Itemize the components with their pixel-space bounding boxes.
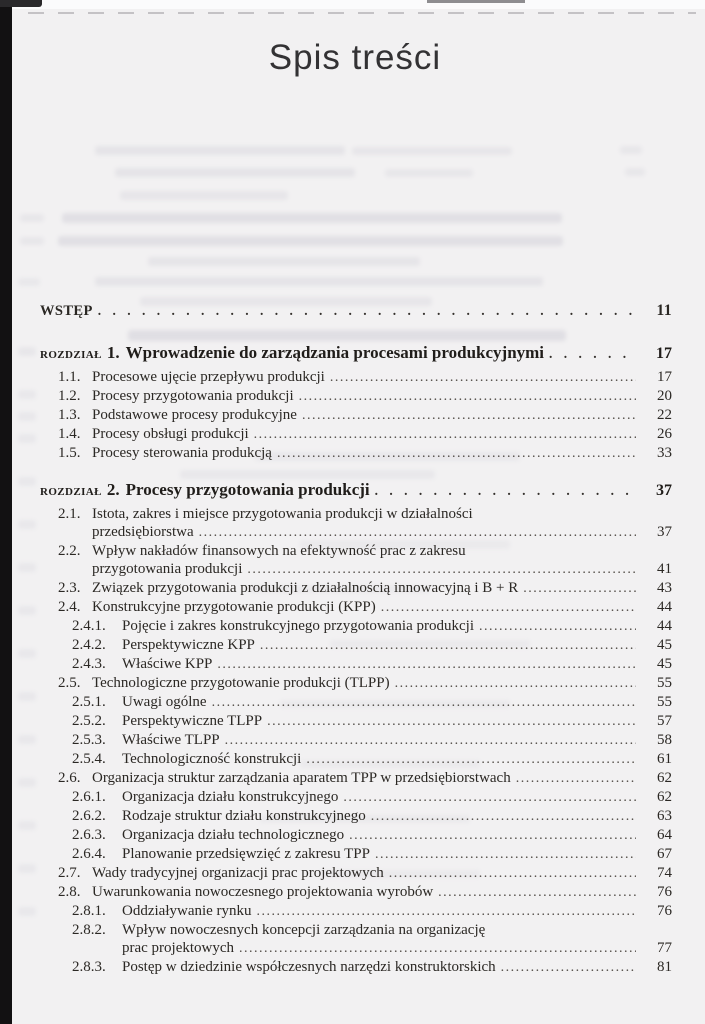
toc-entry-title: Uwagi ogólne <box>122 694 207 710</box>
dot-leader <box>343 788 636 807</box>
toc-entry-page: 22 <box>657 407 672 423</box>
toc-entry <box>40 807 672 826</box>
toc-chapter-number: 1. <box>106 343 120 362</box>
toc-entry-page: 57 <box>657 713 672 729</box>
toc-entry-page: 33 <box>657 445 672 461</box>
scan-edge-bar <box>0 7 12 1024</box>
toc-entry-number: 2.2. <box>58 543 81 559</box>
dot-leader <box>212 693 636 712</box>
toc-entry-page: 37 <box>657 524 672 540</box>
toc-entry <box>40 769 672 788</box>
dot-leader <box>254 425 636 444</box>
toc-chapter-entry <box>40 481 672 505</box>
scan-smudge <box>427 0 525 3</box>
dot-leader <box>371 807 636 826</box>
dot-leader <box>98 302 636 320</box>
toc-entry-title: Procesy przygotowania produkcji <box>92 388 294 404</box>
toc-chapter-prefix: ROZDZIAŁ <box>40 486 102 498</box>
dot-leader <box>306 750 636 769</box>
toc-entry-number: 2.4.3. <box>72 656 106 672</box>
toc-entry-number: 1.3. <box>58 407 81 423</box>
bleedthrough-mark <box>18 347 36 356</box>
toc-entry <box>40 617 672 636</box>
toc-chapter-title: Procesy przygotowania produkcji <box>125 480 370 499</box>
toc-entry <box>40 425 672 444</box>
toc-entry <box>40 674 672 693</box>
toc-entry-title: Wady tradycyjnej organizacji prac projektowych <box>92 865 384 881</box>
bleedthrough-mark <box>95 146 345 155</box>
bleedthrough-mark <box>18 778 36 787</box>
bleedthrough-mark <box>18 821 36 830</box>
toc-entry-page: 58 <box>657 732 672 748</box>
dot-leader <box>438 883 636 902</box>
dot-leader <box>257 902 636 921</box>
dot-leader <box>302 406 636 425</box>
toc-entry-title: Procesy sterowania produkcją <box>92 445 272 461</box>
toc-entry-number: 2.8.3. <box>72 959 106 975</box>
toc-entry-title: przedsiębiorstwa <box>92 524 194 540</box>
toc-entry-page: 11 <box>656 302 672 319</box>
bleedthrough-mark <box>120 191 288 200</box>
toc-entry-page: 44 <box>657 599 672 615</box>
toc-entry <box>40 958 672 977</box>
toc-entry-page: 41 <box>657 561 672 577</box>
toc-entry-title: Właściwe KPP <box>122 656 213 672</box>
bleedthrough-mark <box>115 168 355 177</box>
toc-entry-page: 74 <box>657 865 672 881</box>
bleedthrough-mark <box>18 412 36 421</box>
dot-leader <box>501 958 636 977</box>
dot-leader <box>381 598 636 617</box>
bleedthrough-mark <box>620 146 642 154</box>
toc-entry <box>40 302 672 322</box>
toc-entry-title: Pojęcie i zakres konstrukcyjnego przygotowania produkcji <box>122 618 474 634</box>
toc-entry-title: Technologiczność konstrukcji <box>122 751 302 767</box>
bleedthrough-mark <box>625 168 645 176</box>
toc-entry-title: Oddziaływanie rynku <box>122 903 252 919</box>
toc-entry <box>40 598 672 617</box>
dot-leader <box>225 731 636 750</box>
toc-entry-title: Organizacja struktur zarządzania aparatem TPP w przedsiębiorstwach <box>92 770 511 786</box>
toc-entry-page: 44 <box>657 618 672 634</box>
toc-entry-page: 55 <box>657 694 672 710</box>
toc-entry-page: 77 <box>657 940 672 956</box>
toc-entry-title: Technologiczne przygotowanie produkcji (TLPP) <box>92 675 390 691</box>
toc-entry <box>40 731 672 750</box>
toc-entry-title: Perspektywiczne KPP <box>122 637 255 653</box>
bleedthrough-mark <box>62 213 562 223</box>
bleedthrough-mark <box>18 563 36 572</box>
bleedthrough-mark <box>18 692 36 701</box>
toc-entry-number: 2.8. <box>58 884 81 900</box>
toc-entry-title: przygotowania produkcji <box>92 561 243 577</box>
dot-leader <box>516 769 636 788</box>
toc-entry-number: 2.6. <box>58 770 81 786</box>
toc-entry-page: 26 <box>657 426 672 442</box>
toc-entry-page: 20 <box>657 388 672 404</box>
toc-entry-number: 2.5.1. <box>72 694 106 710</box>
toc-entry-page: 76 <box>657 903 672 919</box>
bleedthrough-mark <box>58 236 563 246</box>
toc-entry-number: 2.5.2. <box>72 713 106 729</box>
toc-entry-page: 61 <box>657 751 672 767</box>
toc-entry-page: 37 <box>656 482 672 499</box>
toc-chapter-number: 2. <box>106 480 120 499</box>
toc-entry-page: 62 <box>657 789 672 805</box>
bleedthrough-mark <box>18 864 36 873</box>
toc-entry <box>40 693 672 712</box>
toc-entry-title: Perspektywiczne TLPP <box>122 713 263 729</box>
toc-entry-title: Związek przygotowania produkcji z działalnością innowacyjną i B + R <box>92 580 519 596</box>
toc-entry-title: Istota, zakres i miejsce przygotowania produkcji w działalności <box>92 506 473 522</box>
toc-entry <box>40 788 672 807</box>
toc-entry-number: 2.8.1. <box>72 903 106 919</box>
toc-entry-page: 17 <box>657 369 672 385</box>
toc-entry-number: 2.4. <box>58 599 81 615</box>
toc-entry-page: 64 <box>657 827 672 843</box>
toc-entry-title: Podstawowe procesy produkcyjne <box>92 407 297 423</box>
bleedthrough-mark <box>18 520 36 529</box>
toc-entry <box>40 921 672 939</box>
toc-chapter-prefix: ROZDZIAŁ <box>40 349 102 361</box>
toc-entry-number: 1.5. <box>58 445 81 461</box>
dot-leader <box>277 444 636 463</box>
toc-entry-number: 1.1. <box>58 369 81 385</box>
toc-entry-number: 2.5.3. <box>72 732 106 748</box>
dot-leader <box>549 344 636 363</box>
bleedthrough-mark <box>18 606 36 615</box>
toc-entry-title: prac projektowych <box>122 940 235 956</box>
toc-entry <box>40 712 672 731</box>
toc-entry-number: 2.5.4. <box>72 751 106 767</box>
bleedthrough-mark <box>18 477 36 486</box>
dot-leader <box>247 560 636 579</box>
bleedthrough-mark <box>18 434 36 443</box>
dot-leader <box>330 368 636 387</box>
toc-entry <box>40 505 672 523</box>
dot-leader <box>479 617 636 636</box>
toc-entry <box>40 444 672 463</box>
scan-smudge <box>0 0 42 7</box>
toc-entry-page: 67 <box>657 846 672 862</box>
toc-entry-page: 17 <box>656 345 672 362</box>
toc-entry-title: Właściwe TLPP <box>122 732 220 748</box>
toc-entry-number: 1.4. <box>58 426 81 442</box>
toc-entry-title: Uwarunkowania nowoczesnego projektowania wyrobów <box>92 884 434 900</box>
toc-entry-page: 81 <box>657 959 672 975</box>
page-title: Spis treści <box>268 38 442 77</box>
scan-top-strip <box>0 0 705 9</box>
dot-leader <box>389 864 636 883</box>
toc-entry <box>40 826 672 845</box>
toc-entry-title: Konstrukcyjne przygotowanie produkcji (KPP) <box>92 599 376 615</box>
toc-entry <box>40 636 672 655</box>
bleedthrough-mark <box>352 147 512 155</box>
toc-entry-number: 2.8.2. <box>72 922 106 938</box>
bleedthrough-mark <box>20 214 44 222</box>
dot-leader <box>349 826 636 845</box>
toc-entry-title: Procesowe ujęcie przepływu produkcji <box>92 369 325 385</box>
toc-entry-title: Rodzaje struktur działu konstrukcyjnego <box>122 808 366 824</box>
toc-entry-number: 2.6.1. <box>72 789 106 805</box>
toc-entry <box>40 845 672 864</box>
bleedthrough-mark <box>20 237 44 245</box>
toc-entry-page: 62 <box>657 770 672 786</box>
dot-leader <box>375 845 636 864</box>
toc-entry-page: 43 <box>657 580 672 596</box>
toc-entry-title: WSTĘP <box>40 303 93 319</box>
toc-entry-number: 2.4.2. <box>72 637 106 653</box>
dot-leader <box>217 655 636 674</box>
bleedthrough-mark <box>18 649 36 658</box>
toc-entry <box>40 542 672 560</box>
dot-leader <box>375 481 636 500</box>
toc-entry-title: Planowanie przedsięwzięć z zakresu TPP <box>122 846 370 862</box>
toc-entry <box>40 406 672 425</box>
scan-page-edge-line <box>28 12 696 14</box>
bleedthrough-mark <box>148 257 420 266</box>
toc-entry <box>40 368 672 387</box>
dot-leader <box>267 712 636 731</box>
toc-entry-page: 45 <box>657 656 672 672</box>
toc-entry-number: 2.3. <box>58 580 81 596</box>
toc-entry-number: 2.4.1. <box>72 618 106 634</box>
toc-entry-number: 2.6.3. <box>72 827 106 843</box>
toc-entry-title: Organizacja działu technologicznego <box>122 827 345 843</box>
bleedthrough-mark <box>18 735 36 744</box>
toc-entry-number: 2.7. <box>58 865 81 881</box>
toc-entry <box>40 750 672 769</box>
toc-entry-number: 2.6.2. <box>72 808 106 824</box>
dot-leader <box>523 579 636 598</box>
toc-entry <box>40 883 672 902</box>
bleedthrough-mark <box>385 169 473 177</box>
dot-leader <box>395 674 636 693</box>
bleedthrough-mark <box>18 390 36 399</box>
toc-entry-number: 1.2. <box>58 388 81 404</box>
toc-entry-page: 55 <box>657 675 672 691</box>
toc-entry-title: Procesy obsługi produkcji <box>92 426 249 442</box>
dot-leader <box>199 523 636 542</box>
toc-chapter-entry <box>40 344 672 368</box>
toc-entry-title: Postęp w dziedzinie współczesnych narzędzi konstruktorskich <box>122 959 496 975</box>
toc <box>40 302 672 977</box>
bleedthrough-mark <box>18 907 36 916</box>
bleedthrough-mark <box>18 278 40 286</box>
toc-entry-continuation <box>40 939 672 958</box>
toc-entry <box>40 902 672 921</box>
toc-entry <box>40 579 672 598</box>
toc-entry <box>40 387 672 406</box>
dot-leader <box>299 387 636 406</box>
toc-entry-number: 2.1. <box>58 506 81 522</box>
toc-entry <box>40 864 672 883</box>
toc-entry-continuation <box>40 560 672 579</box>
toc-entry-page: 45 <box>657 637 672 653</box>
toc-entry-title: Wpływ nowoczesnych koncepcji zarządzania na organizację <box>122 922 486 938</box>
toc-entry <box>40 655 672 674</box>
toc-entry-page: 63 <box>657 808 672 824</box>
bleedthrough-mark <box>95 277 543 286</box>
dot-leader <box>260 636 636 655</box>
toc-entry-number: 2.6.4. <box>72 846 106 862</box>
toc-entry-page: 76 <box>657 884 672 900</box>
toc-entry-number: 2.5. <box>58 675 81 691</box>
toc-entry-title: Organizacja działu konstrukcyjnego <box>122 789 339 805</box>
dot-leader <box>239 939 636 958</box>
toc-entry-continuation <box>40 523 672 542</box>
toc-entry-title: Wpływ nakładów finansowych na efektywność prac z zakresu <box>92 543 466 559</box>
toc-chapter-title: Wprowadzenie do zarządzania procesami produkcyjnymi <box>125 343 545 362</box>
